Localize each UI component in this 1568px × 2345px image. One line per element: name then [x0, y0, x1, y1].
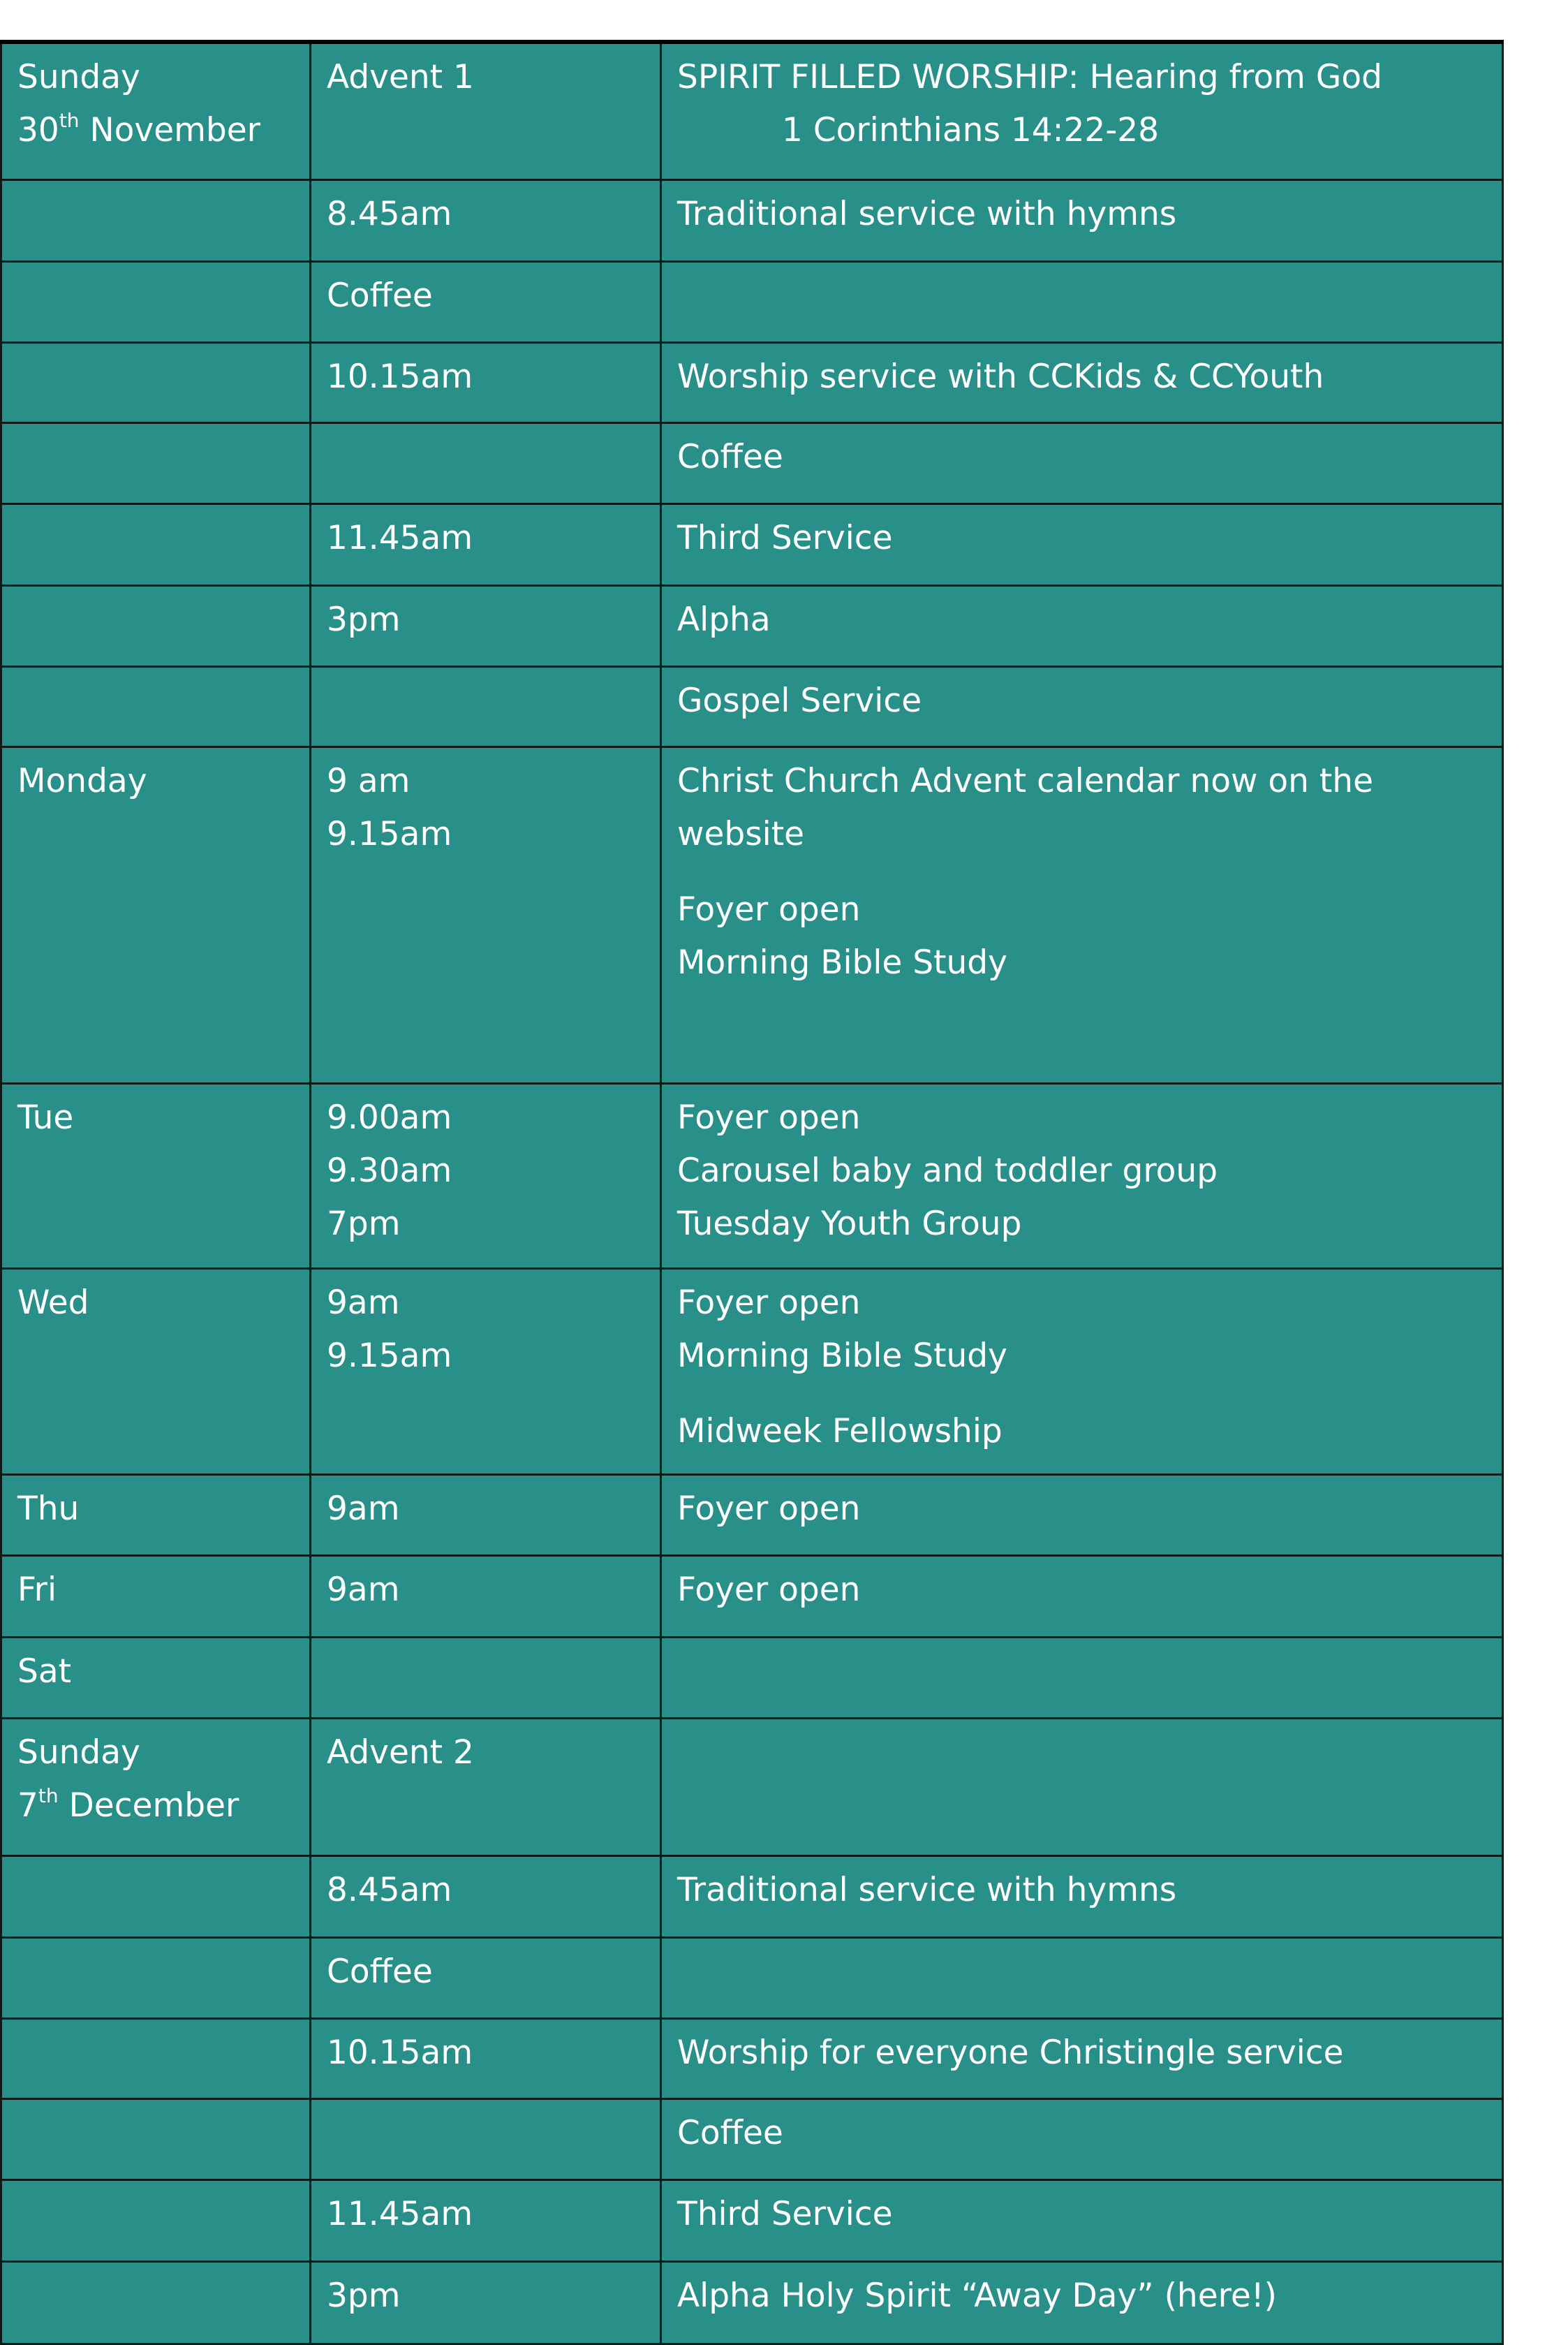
line-group — [327, 351, 646, 404]
day-cell — [1, 1937, 311, 2018]
cell-line: Coffee — [677, 437, 783, 476]
date-suffix: th — [38, 1784, 59, 1807]
cell-line: Traditional service with hymns — [677, 194, 1177, 233]
cell-line: Morning Bible Study — [677, 1336, 1007, 1375]
time-cell — [311, 342, 661, 422]
line-group — [327, 1277, 646, 1383]
cell-line: Foyer open — [677, 1098, 861, 1137]
cell-line: 9.15am — [327, 1336, 452, 1375]
event-cell — [661, 1637, 1503, 1718]
line-group — [327, 1726, 646, 1779]
event-cell — [661, 1937, 1503, 2018]
table-row — [1, 1637, 1503, 1718]
cell-line: 11.45am — [327, 2194, 473, 2233]
cell-line: Third Service — [677, 2194, 893, 2233]
cell-line: 3pm — [327, 600, 401, 639]
cell-line: 9.30am — [327, 1151, 452, 1190]
day-label: Sat — [17, 1652, 72, 1691]
cell-line: 9.15am — [327, 814, 452, 853]
day-cell — [1, 2098, 311, 2179]
line-group — [677, 594, 1488, 647]
day-cell — [1, 1637, 311, 1718]
table-row — [1, 1268, 1503, 1474]
line-group — [677, 351, 1488, 404]
line-group — [677, 1277, 1488, 1383]
line-group — [677, 2027, 1488, 2080]
day-cell — [1, 1718, 311, 1855]
cell-line: Carousel baby and toddler group — [677, 1151, 1218, 1190]
day-cell — [1, 2018, 311, 2098]
time-cell — [311, 1637, 661, 1718]
day-label: Sunday — [17, 1733, 140, 1772]
date-month: December — [68, 1786, 239, 1825]
line-group — [327, 2270, 646, 2323]
cell-line: 3pm — [327, 2276, 401, 2315]
table-row — [1, 2179, 1503, 2261]
time-cell — [311, 1268, 661, 1474]
line-group — [327, 1864, 646, 1917]
cell-line: Foyer open — [677, 1570, 861, 1609]
table-row — [1, 666, 1503, 747]
cell-line: Alpha Holy Spirit “Away Day” (here!) — [677, 2276, 1278, 2315]
day-cell — [1, 1083, 311, 1268]
time-cell — [311, 2179, 661, 2261]
line-group — [677, 2107, 1488, 2160]
line-group — [677, 883, 1488, 990]
day-label: Monday — [17, 761, 147, 800]
line-group — [677, 1564, 1488, 1617]
line-group — [327, 270, 646, 323]
table-row — [1, 1083, 1503, 1268]
event-cell — [661, 1083, 1503, 1268]
event-cell — [661, 1718, 1503, 1855]
line-group — [677, 51, 1488, 104]
line-group — [677, 188, 1488, 241]
line-group — [677, 431, 1488, 484]
day-cell — [1, 1268, 311, 1474]
date-suffix: th — [59, 109, 80, 132]
day-cell — [1, 585, 311, 666]
line-group — [677, 2188, 1488, 2241]
cell-line: Advent 2 — [327, 1733, 474, 1772]
line-group — [327, 2027, 646, 2080]
table-row — [1, 585, 1503, 666]
day-label: Sunday — [17, 58, 140, 96]
day-cell — [1, 2261, 311, 2344]
table-row — [1, 1937, 1503, 2018]
cell-line: 7pm — [327, 1204, 401, 1243]
cell-line: 9am — [327, 1489, 400, 1528]
cell-line: Coffee — [327, 276, 433, 315]
day-cell — [1, 261, 311, 342]
event-cell — [661, 1268, 1503, 1474]
time-cell — [311, 422, 661, 503]
line-group — [677, 675, 1488, 728]
cell-line: Foyer open — [677, 1489, 861, 1528]
event-cell — [661, 261, 1503, 342]
line-group — [677, 1864, 1488, 1917]
table-row — [1, 2018, 1503, 2098]
cell-line: 9 am — [327, 761, 411, 800]
table-row — [1, 2261, 1503, 2344]
time-cell — [311, 503, 661, 585]
time-cell — [311, 1474, 661, 1555]
day-cell — [1, 1474, 311, 1555]
cell-line: Gospel Service — [677, 681, 922, 720]
time-cell — [311, 42, 661, 179]
cell-line: 10.15am — [327, 2033, 473, 2072]
date-number: 7 — [17, 1786, 38, 1825]
cell-line: Coffee — [677, 2113, 783, 2152]
cell-line: Third Service — [677, 518, 893, 557]
event-cell — [661, 747, 1503, 1083]
table-row — [1, 179, 1503, 261]
cell-line: 8.45am — [327, 1870, 452, 1909]
line-group — [327, 1091, 646, 1251]
day-cell — [1, 747, 311, 1083]
line-group — [327, 755, 646, 861]
day-cell — [1, 342, 311, 422]
time-cell — [311, 2098, 661, 2179]
time-cell — [311, 666, 661, 747]
table-row — [1, 1855, 1503, 1937]
day-cell — [1, 42, 311, 179]
table-row — [1, 422, 1503, 503]
table-row — [1, 261, 1503, 342]
line-group — [327, 188, 646, 241]
table-row — [1, 2098, 1503, 2179]
time-cell — [311, 585, 661, 666]
event-cell — [661, 42, 1503, 179]
table-row — [1, 747, 1503, 1083]
event-cell — [661, 1474, 1503, 1555]
cell-line: Foyer open — [677, 890, 861, 929]
cell-line: Traditional service with hymns — [677, 1870, 1177, 1909]
event-cell — [661, 503, 1503, 585]
time-cell — [311, 1718, 661, 1855]
table-row — [1, 342, 1503, 422]
event-cell — [661, 666, 1503, 747]
cell-line: Tuesday Youth Group — [677, 1204, 1022, 1243]
cell-line: Midweek Fellowship — [677, 1411, 1003, 1450]
line-group — [327, 1946, 646, 1999]
line-group — [677, 755, 1488, 861]
cell-line: Christ Church Advent calendar now on the — [677, 761, 1373, 800]
cell-line: 8.45am — [327, 194, 452, 233]
day-cell — [1, 1555, 311, 1637]
day-cell — [1, 1855, 311, 1937]
event-cell — [661, 1855, 1503, 1937]
table-row — [1, 1555, 1503, 1637]
event-cell — [661, 2018, 1503, 2098]
cell-line: website — [677, 814, 805, 853]
cell-line: Advent 1 — [327, 58, 474, 96]
bible-reading: 1 Corinthians 14:22-28 — [782, 111, 1160, 149]
line-group — [677, 1483, 1488, 1536]
event-cell — [661, 585, 1503, 666]
table-row — [1, 503, 1503, 585]
time-cell — [311, 261, 661, 342]
cell-line: Coffee — [327, 1952, 433, 1991]
event-cell — [661, 1555, 1503, 1637]
cell-line: 10.15am — [327, 357, 473, 396]
time-cell — [311, 1083, 661, 1268]
day-cell — [1, 666, 311, 747]
line-group — [327, 1483, 646, 1536]
day-label: Tue — [17, 1098, 74, 1137]
day-cell — [1, 179, 311, 261]
event-cell — [661, 422, 1503, 503]
line-group — [677, 1091, 1488, 1251]
cell-line: 9am — [327, 1570, 400, 1609]
event-cell — [661, 2098, 1503, 2179]
day-label: Wed — [17, 1283, 89, 1322]
line-group — [327, 51, 646, 104]
cell-line: 9.00am — [327, 1098, 452, 1137]
cell-line: Worship service with CCKids & CCYouth — [677, 357, 1324, 396]
event-cell — [661, 179, 1503, 261]
time-cell — [311, 1937, 661, 2018]
event-cell — [661, 342, 1503, 422]
line-group — [327, 594, 646, 647]
line-group — [327, 512, 646, 565]
day-label: Thu — [17, 1489, 80, 1528]
line-group — [327, 2188, 646, 2241]
table-row — [1, 1474, 1503, 1555]
event-cell — [661, 2179, 1503, 2261]
time-cell — [311, 747, 661, 1083]
date-number: 30 — [17, 111, 59, 149]
table-row — [1, 1718, 1503, 1855]
cell-line: 9am — [327, 1283, 400, 1322]
date-label — [17, 104, 295, 157]
cell-line: Morning Bible Study — [677, 943, 1007, 982]
day-cell — [1, 503, 311, 585]
line-group — [677, 1405, 1488, 1458]
line-group — [677, 512, 1488, 565]
date-month: November — [89, 111, 261, 149]
time-cell — [311, 179, 661, 261]
time-cell — [311, 1555, 661, 1637]
cell-line: SPIRIT FILLED WORSHIP: Hearing from God — [677, 58, 1382, 96]
day-cell — [1, 422, 311, 503]
time-cell — [311, 2261, 661, 2344]
cell-line: Worship for everyone Christingle service — [677, 2033, 1344, 2072]
time-cell — [311, 1855, 661, 1937]
day-label: Fri — [17, 1570, 57, 1609]
time-cell — [311, 2018, 661, 2098]
line-group — [327, 1564, 646, 1617]
line-group — [677, 2270, 1488, 2323]
cell-line: Foyer open — [677, 1283, 861, 1322]
table-row — [1, 42, 1503, 179]
weekly-schedule-table — [0, 40, 1504, 2345]
day-cell — [1, 2179, 311, 2261]
event-cell — [661, 2261, 1503, 2344]
cell-line: Alpha — [677, 600, 771, 639]
cell-line: 11.45am — [327, 518, 473, 557]
date-label — [17, 1779, 295, 1832]
